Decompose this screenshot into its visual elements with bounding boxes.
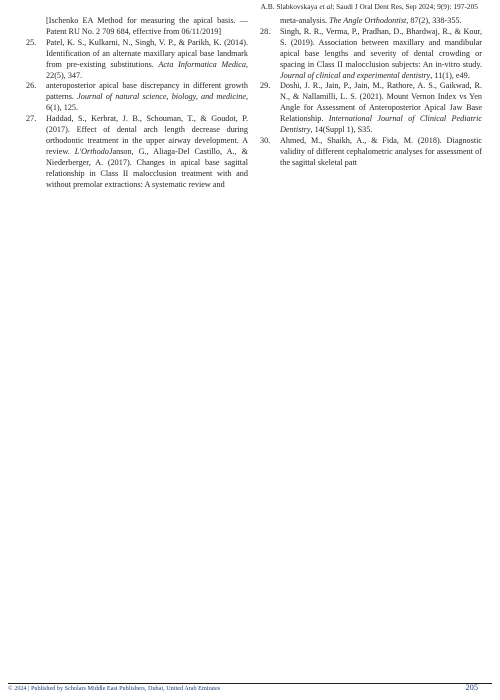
reference-text: Singh, R. R., Verma, P., Pradhan, D., Bhardwaj, R., & Kour, S. (2019). Association between maxillary and mandibular apical base lengths and severity of dental crowding or spacing in Class II malocclusion subjects: An in-vitro study.: [280, 26, 482, 69]
reference-continuation: [Ischenko EA Method for measuring the apical basis. — Patent RU No. 2 709 684, effective from 06/11/2019]: [46, 16, 248, 36]
continuation-tail: , 87(2), 338-355.: [406, 16, 462, 25]
reference-25: [26, 38, 248, 82]
reference-28: [260, 27, 482, 82]
reference-number: 29.: [260, 81, 271, 91]
reference-continuation: [260, 16, 482, 27]
reference-tail: , 6(1), 125.: [46, 92, 249, 113]
reference-tail: , 11(1), e49.: [430, 70, 470, 80]
reference-29: [260, 81, 482, 136]
reference-text: Patel, K. S., Kulkarni, N., Singh, V. P., & Parikh, K. (2014). Identification of an alternate maxillary apical base landmark from pre-existing substitutions.: [46, 37, 248, 69]
reference-tail: anson, G., Aliaga-Del Castillo, A., & Niederberger, A. (2017). Changes in apical base sagittal relationship in Class II malocclusion treatment with and without premolar extractions: A systematic review and: [46, 146, 248, 189]
reference-number: 30.: [260, 135, 271, 145]
reference-journal: L'OrthodoJ: [74, 146, 113, 156]
header-citation: ; Saudi J Oral Dent Res, Sep 2024; 9(9): 197-205: [332, 2, 478, 11]
right-column: [260, 16, 482, 169]
reference-journal: International Journal of Clinical Pediatric Dentistry: [280, 114, 483, 135]
reference-journal: Journal of natural science, biology, and medicine: [77, 92, 246, 102]
reference-number: 27.: [26, 114, 37, 124]
reference-journal: Journal of clinical and experimental dentistry: [280, 70, 431, 80]
header-etal: et al: [319, 2, 333, 11]
reference-text: anteroposterior apical base discrepancy in different growth patterns.: [46, 81, 248, 102]
continuation-text: meta-analysis.: [280, 16, 330, 25]
footer-rule: [8, 683, 492, 684]
reference-journal: Acta Informatica Medica: [158, 59, 246, 69]
reference-number: 26.: [26, 81, 37, 91]
reference-27: [26, 114, 248, 190]
header-authors: A.B. Slabkovskaya: [260, 2, 320, 11]
reference-text: Doshi, J. R., Jain, P., Jain, M., Rathore, A. S., Gaikwad, R. N., & Nallamilli, L. S. (2021). Mount Vernon Index vs Yen Angle for Assessment of Anteroposterior Apical Jaw Base Relationship.: [280, 81, 482, 124]
left-column: [26, 16, 248, 191]
continuation-journal: The Angle Orthodontist: [329, 16, 407, 25]
reference-30: [260, 136, 482, 169]
reference-number: 28.: [260, 26, 271, 36]
reference-text: Haddad, S., Kerbrat, J. B., Schouman, T., & Goudot, P. (2017). Effect of dental arch length decrease during orthodontic treatment in the upper airway development. A review.: [46, 114, 248, 156]
reference-26: [26, 81, 248, 114]
running-header: [261, 2, 478, 11]
footer-publisher: © 2024 | Published by Scholars Middle East Publishers, Dubai, United Arab Emirates: [8, 685, 221, 692]
reference-tail: , 22(5), 347.: [46, 59, 248, 80]
reference-text: Ahmed, M., Shaikh, A., & Fida, M. (2018). Diagnostic validity of different cephalometric analyses for assessment of the sagittal skeletal patt: [280, 135, 482, 167]
page-number: 205: [465, 683, 478, 692]
reference-tail: , 14(Suppl 1), S35.: [310, 125, 373, 135]
reference-number: 25.: [26, 37, 37, 47]
